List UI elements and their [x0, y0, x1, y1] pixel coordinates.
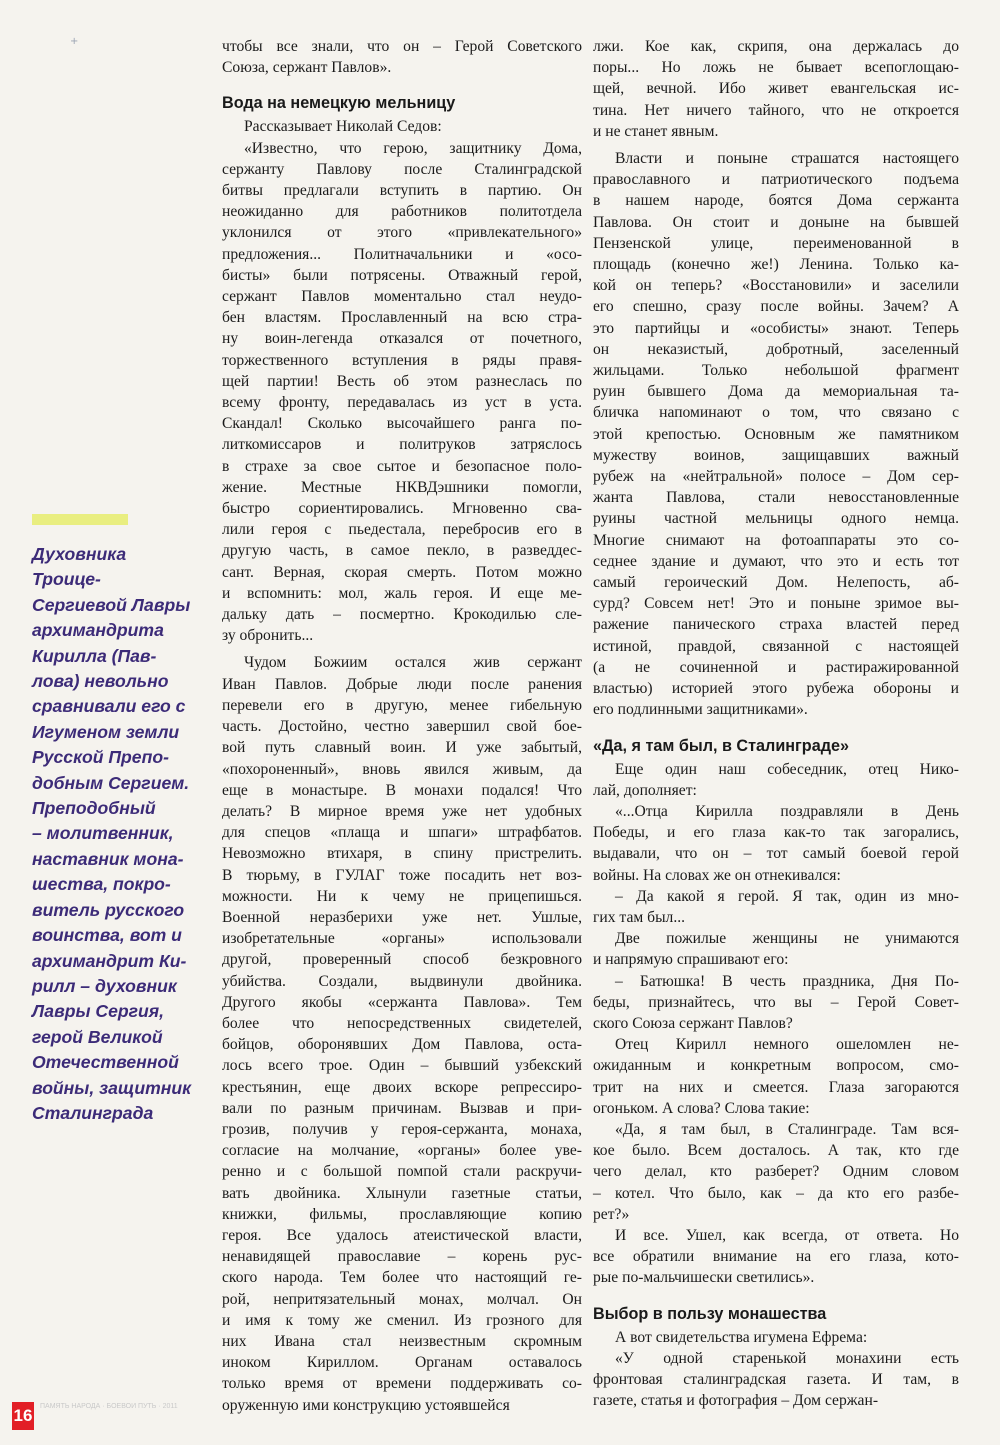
sidebar-line: Кирилла (Пав- — [32, 645, 157, 666]
sidebar-line: Отечественной — [32, 1052, 179, 1073]
text-line: кой он теперь? «Восстановили» и заселили — [593, 277, 959, 295]
text-line: (а не сочиненной и растиражированной — [593, 658, 959, 676]
text-line: лось всего трое. Один – бывший узбекский — [222, 1057, 582, 1075]
text-line: его спешно, сразу после войны. Зачем? А — [593, 298, 959, 316]
text-line: А вот свидетельства игумена Ефрема: — [615, 1328, 868, 1346]
sidebar-line: Сергиевой Лавры — [32, 594, 191, 615]
text-line: можности. Ни к чему не прицепишься. — [222, 887, 582, 905]
text-line: «У одной старенькой монахини есть — [615, 1349, 959, 1367]
text-line: согласие на молчание, «органы» более уве- — [222, 1142, 582, 1160]
text-line: в нашем народе, боятся Дома сержанта — [593, 192, 959, 210]
text-line: этой крепостью. Основным же памятником — [593, 425, 959, 443]
text-line: И все. Ушел, как всегда, от ответа. Но — [615, 1226, 959, 1244]
text-line: часть. Достойно, честно завершил свой бое- — [222, 718, 582, 736]
text-line: только время от времени поддерживать со- — [222, 1375, 582, 1393]
text-line: Военной неразберихи уже нет. Ушлые, — [222, 908, 582, 926]
text-line: это партийцы и «особисты» знают. Теперь — [593, 319, 959, 337]
text-line: грозив, получив у героя-сержанта, монаха, — [222, 1120, 582, 1138]
text-line: и вспомнить: мол, жаль героя. И еще ме- — [222, 584, 582, 602]
paragraph — [593, 928, 959, 970]
text-line: делать? В мирное время уже нет удобных — [222, 802, 582, 820]
sidebar-line: добным Сергием. — [32, 772, 190, 793]
sidebar-line: – молитвенник, — [32, 823, 174, 844]
section-heading: Выбор в пользу монашества — [593, 1304, 827, 1323]
sidebar-line: архимандрита — [32, 620, 164, 641]
text-line: «похороненный», вновь явился живым, да — [222, 760, 582, 778]
text-line: жение. Местные НКВДэшники помогли, — [222, 478, 582, 496]
sidebar-line: Лавры Сергия, — [32, 1001, 164, 1022]
sidebar-line: лова) невольно — [32, 671, 169, 692]
text-line: быстро сориентировались. Мгновенно сва- — [222, 500, 582, 518]
text-line: и напрямую спрашивают его: — [593, 951, 789, 969]
text-line: щей партии! Весть об этом разнеслась по — [222, 372, 582, 390]
paragraph — [222, 652, 582, 1415]
text-line: площадь (конечно же!) Ленина. Только ка- — [593, 256, 959, 274]
text-line: иноком Кириллом. Органам оставалось — [222, 1354, 582, 1372]
text-line: чего делал, кто разберет? Одним словом — [593, 1163, 959, 1181]
text-line: поры... Но ложь не бывает всепоглощаю- — [593, 59, 959, 77]
text-line: газете, статья и фотография – Дом сержан- — [593, 1392, 879, 1410]
sidebar-line: наставник мона- — [32, 848, 184, 869]
text-line: более что непосредственных свидетелей, — [222, 1014, 582, 1032]
text-line: Отец Кирилл немного ошеломлен не- — [615, 1036, 959, 1054]
text-line: лжи. Кое как, скрипя, она держалась до — [593, 38, 959, 55]
sidebar-quote — [32, 542, 212, 1126]
text-line: Невозможно втихаря, в спину пристрелить. — [222, 845, 582, 863]
text-line: – Батюшка! В честь праздника, Дня По- — [615, 972, 959, 990]
text-line: крестьянин, еще двоих вскоре репрессиро- — [222, 1078, 582, 1096]
text-line: ну воин-легенда отказался от почетного, — [222, 330, 582, 348]
text-line: торжественного вступления в ряды правя- — [222, 351, 582, 369]
text-line: бличка напоминают о том, что связано с — [593, 404, 959, 422]
text-line: Союза, сержант Павлов». — [222, 59, 392, 77]
text-line: бисты» были потрясены. Отважный герой, — [222, 266, 582, 284]
text-line: ренно и с большой помпой стали раскручи- — [222, 1163, 582, 1181]
paragraph — [593, 1348, 959, 1412]
text-line: битвы предлагали вступить в партию. Он — [222, 182, 582, 200]
text-line: вали по разным причинам. Вызвав и при- — [222, 1099, 582, 1117]
sidebar-line: витель русского — [32, 899, 185, 920]
text-line: властью) историей этого рубежа обороны и — [593, 680, 959, 698]
text-line: «...Отца Кирилла поздравляли в День — [615, 802, 959, 820]
text-line: еще в монастыре. В монахи подался! Что — [222, 781, 582, 799]
text-line: рубеж на «нейтральной» полосе – Дом сер- — [593, 468, 959, 486]
text-line: уклонился от этого «привлекательного» — [222, 224, 582, 242]
text-line: мужеству воинов, защищавших важный — [593, 446, 959, 464]
text-line: героя. Все удалось атеистической власти, — [222, 1226, 582, 1244]
text-line: «Известно, что герою, защитнику Дома, — [244, 139, 582, 157]
text-line: и не станет явным. — [593, 122, 719, 140]
column-right — [593, 36, 959, 1411]
highlight-marker — [32, 514, 128, 525]
paragraph — [593, 801, 959, 886]
sidebar-line: архимандрит Ки- — [32, 950, 187, 971]
text-line: ского народа. Тем более что настоящий ге- — [222, 1269, 582, 1287]
text-line: оруженную ими конструкцию устоявшейся — [222, 1396, 510, 1414]
text-line: рой, непритязательный монах, молчал. Он — [222, 1290, 582, 1308]
text-line: бен властям. Прославленный на всю стра- — [222, 309, 582, 327]
lead-line: Рассказывает Николай Седов: — [244, 118, 442, 136]
text-line: Павлова. Он стоит и доныне на бывшей — [593, 213, 959, 231]
text-line: ожиданным и конкретным вопросом, смо- — [593, 1057, 959, 1075]
text-line: зу обронить... — [222, 627, 314, 645]
text-line: в страхе за свое сытое и безопасное поло- — [222, 457, 582, 475]
paragraph — [593, 886, 959, 928]
sidebar-line: Преподобный — [32, 798, 156, 819]
text-line: сержанту Павлову после Сталинградской — [222, 160, 582, 178]
paragraph — [593, 1225, 959, 1289]
section-heading: «Да, я там был, в Сталинграде» — [593, 736, 849, 755]
paragraph — [593, 36, 959, 142]
text-line: самый героический Дом. Нелепость, аб- — [593, 574, 959, 592]
text-line: жанта Павлова, стали невосстановленные — [593, 489, 959, 507]
text-line: Две пожилые женщины не унимаются — [615, 930, 959, 948]
sidebar-line: Духовника — [32, 544, 127, 564]
text-line: них Ивана стал неизвестным скромным — [222, 1332, 582, 1350]
text-line: неожиданно для работников политотдела — [222, 203, 582, 221]
text-line: жильцами. Только небольшой фрагмент — [593, 362, 959, 380]
text-line: Иван Павлов. Добрые люди после ранения — [222, 675, 582, 693]
sidebar-line: рилл – духовник — [32, 975, 177, 996]
text-line: фронтовая сталинградская газета. И там, в — [593, 1370, 959, 1388]
text-line: руины частной мельницы одного немца. — [593, 510, 959, 528]
paragraph — [593, 1119, 959, 1225]
sidebar-line: Сталинграда — [32, 1102, 154, 1123]
text-line: лай, дополняет: — [593, 781, 697, 799]
text-line: ского Союза сержант Павлов? — [593, 1014, 793, 1032]
text-line: другую часть, в самое пекло, в разведдес- — [222, 542, 582, 560]
text-line: огоньком. А слова? Слова такие: — [593, 1099, 810, 1117]
corner-mark: + — [70, 36, 79, 47]
text-line: лили героя с пьедестала, перебросив его в — [222, 521, 582, 539]
text-line: все обратили внимание на его глаза, кото- — [593, 1248, 959, 1266]
text-line: изобретательные «органы» использовали — [222, 930, 582, 948]
text-line: Чудом Божиим остался жив сержант — [244, 654, 582, 672]
text-line: православного и патриотического подъема — [593, 171, 959, 189]
text-line: другой, проверенный способ безкровного — [222, 951, 582, 969]
text-line: для спецов «плаща и шпаги» штрафбатов. — [222, 824, 582, 842]
magazine-logo: ПАМЯТЬ НАРОДА · БОЕВОЙ ПУТЬ · 2011 — [40, 1403, 178, 1410]
sidebar-line: воинства, вот и — [32, 925, 182, 946]
text-line: перевели его в другую, менее гибельную — [222, 696, 582, 714]
column-middle — [222, 36, 582, 1416]
text-line: вой путь славный воин. И уже забытый, — [222, 739, 582, 757]
text-line: Скандал! Сколько высочайшего ранга по- — [222, 415, 582, 433]
text-line: седнее здание и думают, что это и есть тот — [593, 552, 959, 570]
text-line: – котел. Что было, как – да кто его разбе- — [593, 1184, 959, 1202]
paragraph — [593, 1034, 959, 1119]
text-line: войны. На словах же он отнекивался: — [593, 866, 841, 884]
paragraph — [593, 148, 959, 720]
paragraph — [593, 1327, 959, 1348]
text-line: кое было. Всем досталось. А так, кто где — [593, 1142, 959, 1160]
text-line: Еще один наш собеседник, отец Нико- — [615, 760, 959, 778]
paragraph — [222, 36, 582, 78]
paragraph — [593, 759, 959, 801]
sidebar-line: Игуменом земли — [32, 721, 180, 742]
text-line: Пензенской улице, переименованной в — [593, 234, 959, 252]
sidebar-line: Русской Препо- — [32, 747, 169, 768]
text-line: всему фронту, передавалась из уст в уста. — [222, 394, 582, 412]
text-line: литкомиссаров и политруков затряслось — [222, 436, 582, 454]
text-line: руин бывшего Дома да мемориальная та- — [593, 383, 959, 401]
text-line: сант. Верная, скорая смерть. Потом можно — [222, 563, 582, 581]
page-number: 16 — [12, 1402, 34, 1430]
text-line: В тюрьму, в ГУЛАГ тоже посадить нет воз- — [222, 866, 582, 884]
text-line: щей, вечной. Ибо живет евангельская ис- — [593, 80, 959, 98]
text-line: вать двойника. Хлынули газетные статьи, — [222, 1184, 582, 1202]
paragraph — [593, 971, 959, 1035]
text-line: гих там был... — [593, 908, 686, 926]
text-line: он неказистый, добротный, заселенный — [593, 340, 959, 358]
text-line: Другого якобы «сержанта Павлова». Тем — [222, 993, 582, 1011]
sidebar-line: герой Великой — [32, 1026, 163, 1047]
text-line: и имя к тому же сменил. Из грозного для — [222, 1311, 582, 1329]
sidebar-line: сравнивали его с — [32, 696, 186, 717]
text-line: книжки, фильмы, прославляющие копию — [222, 1205, 582, 1223]
text-line: убийства. Создали, выдвинули двойника. — [222, 972, 582, 990]
text-line: трит на них и смеется. Глаза загораются — [593, 1078, 959, 1096]
sidebar-line: шества, покро- — [32, 874, 171, 895]
paragraph — [222, 138, 582, 647]
sidebar-line: войны, защитник — [32, 1077, 192, 1098]
text-line: ненавидящей православие – корень рус- — [222, 1248, 582, 1266]
sidebar-line: Троице- — [32, 569, 101, 590]
text-line: сурд? Совсем нет! Это и поныне зримое вы- — [593, 595, 959, 613]
text-line: – Да какой я герой. Я так, один из мно- — [615, 887, 959, 905]
text-line: Власти и поныне страшатся настоящего — [615, 150, 959, 168]
text-line: истиной, правдой, связанной с настоящей — [593, 637, 959, 655]
section-heading: Вода на немецкую мельницу — [222, 94, 456, 113]
text-line: Победы, и его глаза как-то так загорались, — [593, 824, 959, 842]
text-line: бойцов, оборонявших Дом Павлова, оста- — [222, 1036, 582, 1054]
text-line: рет?» — [593, 1205, 630, 1223]
text-line: дальку дать – посмертно. Крокодилью сле- — [222, 606, 582, 624]
text-line: рые по-мальчишески светились». — [593, 1269, 815, 1287]
text-line: предложения... Политначальники и «осо- — [222, 245, 582, 263]
text-line: чтобы все знали, что он – Герой Советского — [222, 38, 582, 55]
text-line: тина. Нет ничего тайного, что не откроется — [593, 101, 959, 119]
text-line: выдавали, что он – тот самый боевой герой — [593, 845, 959, 863]
text-line: беды, признайтесь, что вы – Герой Совет- — [593, 993, 959, 1011]
text-line: ражение панического страха властей перед — [593, 616, 959, 634]
text-line: Многие снимают на фотоаппараты это со- — [593, 531, 959, 549]
text-line: его подлинными защитниками». — [593, 701, 808, 719]
text-line: сержант Павлов моментально стал неудо- — [222, 288, 582, 306]
text-line: «Да, я там был, в Сталинграде. Там вся- — [615, 1120, 959, 1138]
